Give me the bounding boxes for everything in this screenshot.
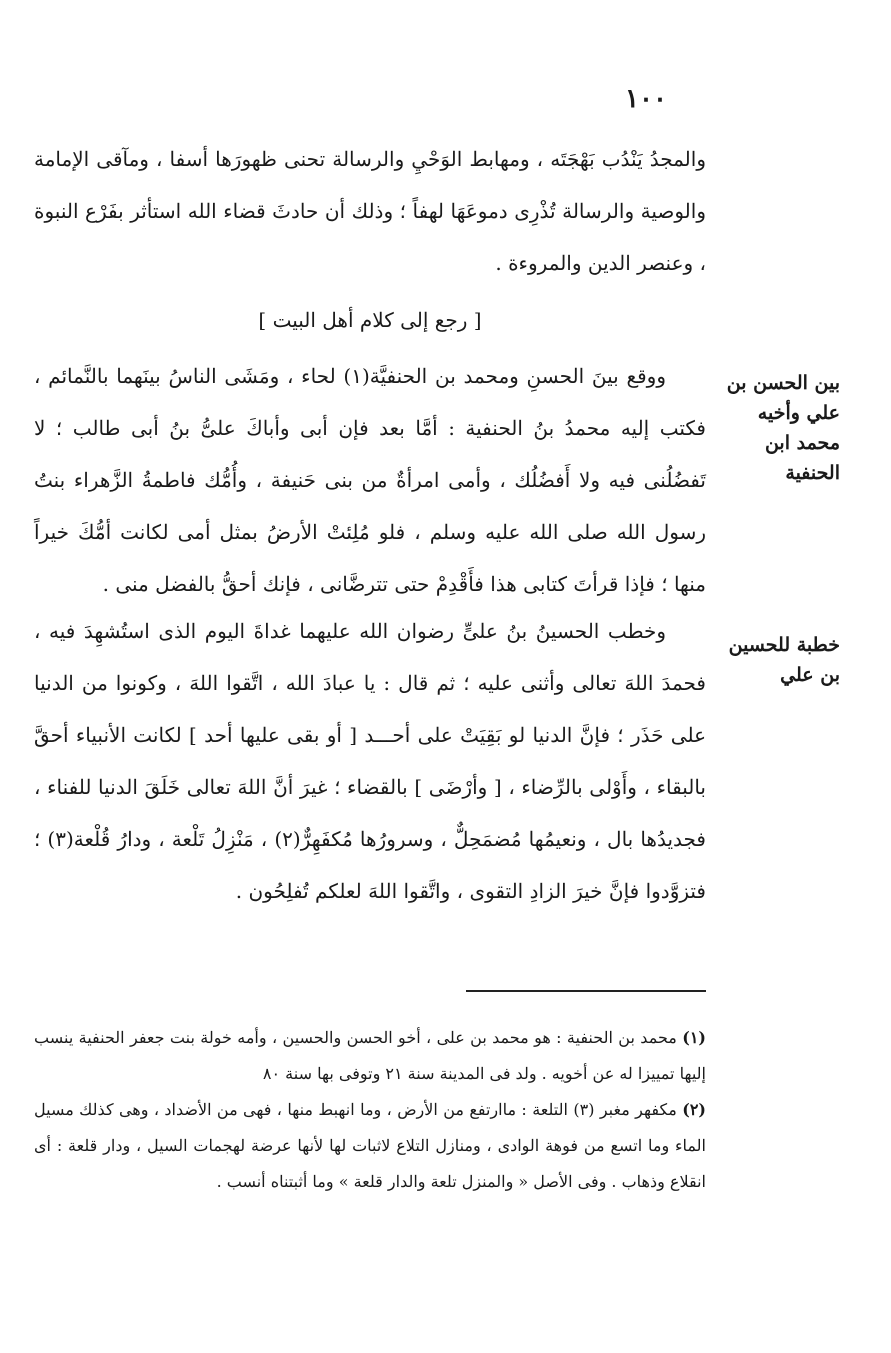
paragraph-husayn-sermon bbox=[34, 605, 706, 917]
page-number: ١٠٠ bbox=[625, 84, 667, 114]
paragraph-hasan-letter bbox=[34, 350, 706, 610]
footnotes bbox=[34, 1020, 706, 1200]
footnote-divider bbox=[466, 990, 706, 992]
section-heading: [ رجع إلى كلام أهل البيت ] bbox=[258, 308, 482, 332]
margin-note-husayn-sermon: خطبة للحسين بن علي bbox=[728, 634, 840, 686]
intro-text: والمجدُ يَنْدُب بَهْجَتَه ، ومهابط الوَحْيِ والرسالة تحنى ظهورَها أسفا ، ومآقى الإمامة والوصية والرسالة تُذْرِى دموعَهَا لهفاً ؛ وذلك أن حادثَ قضاء الله استأثر بفَرْع النبوة ، وعنصر الدين والمروءة . bbox=[34, 147, 706, 275]
footnote-mark: (١) bbox=[682, 1028, 706, 1047]
margin-note-hasan-ibn-hanafiyya: بين الحسن بن علي وأخيه محمد ابن الحنفية bbox=[726, 372, 840, 484]
paragraph-text: وخطب الحسينُ بنُ علىٍّ رضوان الله عليهما غداةَ اليوم الذى استُشهِدَ فيه ، فحمدَ اللهَ تعالى وأثنى عليه ؛ ثم قال : يا عبادَ الله ، اتَّقوا اللهَ ، وكونوا من الدنيا على حَذَر ؛ فإنَّ الدنيا لو بَقِيَتْ على أحـــد [ أو بقى عليها أحد ] لكانت الأنبياء أحقَّ بالبقاء ، وأَوْلى بالرِّضاء ، [ وأرْضَى ] بالقضاء ؛ غيرَ أنَّ اللهَ تعالى خَلَقَ الدنيا للفناء ، فجديدُها بال ، ونعيمُها مُضمَحِلٌّ ، وسرورُها مُكفَهِرٌّ(٢) ، مَنْزِلُ تَلْعة ، ودارُ قُلْعة(٣) ؛ فتزوَّدوا فإنَّ خيرَ الزادِ التقوى ، واتَّقوا اللهَ لعلكم تُفلِحُون . bbox=[34, 619, 706, 903]
paragraph-text: ووقع بينَ الحسنِ ومحمد بن الحنفيَّة(١) لحاء ، ومَشَى الناسُ بينَهما بالنَّمائم ، فكتب إليه محمدُ بنُ الحنفية : أمَّا بعد فإن أبى وأباكَ علىُّ بنُ أبى طالب ؛ لا تَفضُلُنى فيه ولا أَفضُلُك ، وأمى امرأةٌ من بنى حَنيفة ، وأُمُّك فاطمةُ الزَّهراء بنتُ رسول الله صلى الله عليه وسلم ، فلو مُلِئتْ الأرضُ بمثل أمى لكانت أمُّكَ خيراً منها ؛ فإذا قرأتَ كتابى هذا فأَقْدِمْ حتى تترضَّانى ، فإنك أحقُّ بالفضل منى . bbox=[34, 364, 706, 596]
intro-paragraph bbox=[34, 133, 706, 289]
footnote-text: مكفهر مغبر (٣) التلعة : ماارتفع من الأرض ، وما انهبط منها ، فهى من الأضداد ، وهى كذلك مسيل الماء وما اتسع من فوهة الوادى ، ومنازل التلاع لاثبات لها لأنها عرضة لهجمات السيل ، ودار قلعة : أى انقلاع وذهاب . وفى الأصل « والمنزل تلعة والدار قلعة » وما أثبتناه أنسب . bbox=[34, 1100, 706, 1191]
footnote-1 bbox=[34, 1020, 706, 1092]
footnote-mark: (٢) bbox=[682, 1100, 706, 1119]
footnote-2 bbox=[34, 1092, 706, 1200]
footnote-text: محمد بن الحنفية : هو محمد بن على ، أخو الحسن والحسين ، وأمه خولة بنت جعفر الحنفية ينسب إليها تمييزا له عن أخويه . ولد فى المدينة سنة ٢١ وتوفى بها سنة ٨٠ bbox=[34, 1028, 706, 1083]
